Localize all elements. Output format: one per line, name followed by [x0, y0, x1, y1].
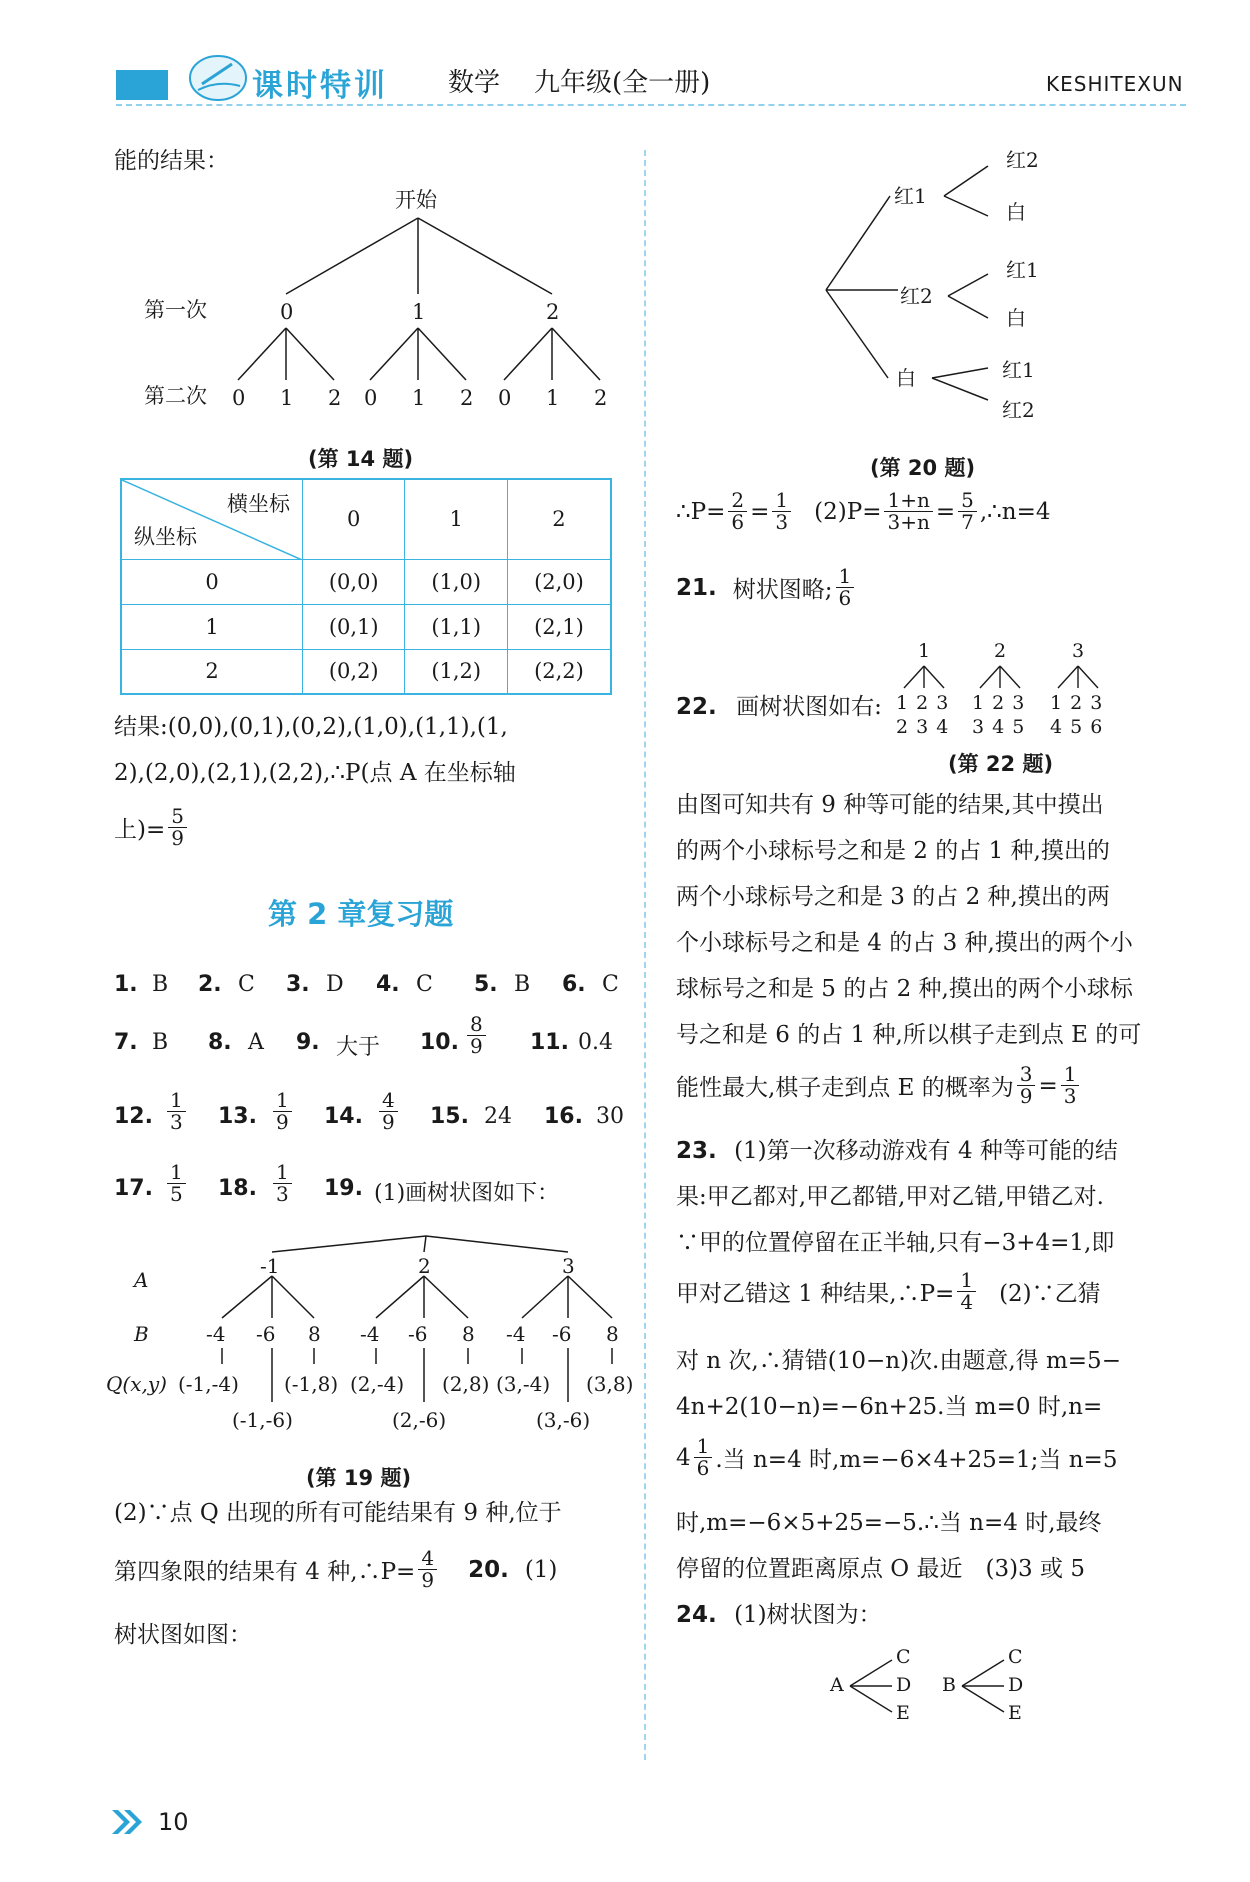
table-cell: (0,2): [303, 649, 405, 694]
q23-line-4: [676, 1270, 1101, 1313]
answer-fraction: $\frac{8}{9}$: [467, 1014, 486, 1057]
answer-value: C: [602, 972, 619, 997]
q20-tree-lines: [820, 142, 1070, 432]
q23-line: 时,m=−6×5+25=−5.∴当 n=4 时,最终: [676, 1510, 1102, 1536]
q20-num: 20.: [468, 1556, 509, 1583]
tree-leaf: 红1: [1006, 258, 1039, 282]
q-result: (3,-4): [496, 1372, 551, 1396]
table-row: [121, 604, 611, 649]
answer-num: 19.: [324, 1176, 363, 1201]
q24-leaf: E: [1008, 1702, 1022, 1724]
answer-num: 9.: [296, 1030, 320, 1055]
q22-root: 1: [918, 640, 931, 662]
table-row: [121, 559, 611, 604]
column-header: 1: [405, 479, 507, 559]
double-chevron-icon: [110, 1808, 144, 1836]
result-line-3: [114, 806, 190, 849]
q23-line: 果:甲乙都对,甲乙都错,甲对乙错,甲错乙对.: [676, 1184, 1104, 1210]
result-prefix: 上)=: [114, 817, 166, 843]
q-result: (2,-6): [392, 1408, 447, 1432]
answers-row-3: [114, 1090, 634, 1140]
q-result: (2,-4): [350, 1372, 405, 1396]
intro-text: 能的结果：: [114, 148, 229, 174]
q22-row2: 3 4 5: [972, 716, 1025, 738]
b-node: -4: [206, 1322, 226, 1346]
level2-node: 0: [364, 386, 378, 410]
q22-row1: 1 2 3: [896, 692, 949, 714]
table-cell: (1,2): [405, 649, 507, 694]
q19-tree-diagram: [106, 1232, 646, 1432]
q23-line: 停留的位置距离原点 O 最近 (3)3 或 5: [676, 1556, 1085, 1582]
label-a: A: [134, 1268, 149, 1292]
table-cell: (2,0): [507, 559, 611, 604]
q21-text: 树状图略;: [732, 577, 833, 603]
row2-label: 第二次: [144, 384, 207, 408]
answer-num: 13.: [218, 1104, 257, 1129]
label-q: Q(x,y): [106, 1372, 167, 1396]
q22-line: 的两个小球标号之和是 2 的占 1 种,摸出的: [676, 838, 1110, 864]
result-line-1: 结果:(0,0),(0,1),(0,2),(1,0),(1,1),(1,: [114, 714, 508, 740]
answer-value: 24: [484, 1104, 512, 1129]
answer-fraction: $\frac{1}{9}$: [273, 1090, 292, 1133]
answer-value: A: [248, 1030, 264, 1055]
q20-line2: 树状图如图：: [114, 1622, 252, 1648]
q22-row2: 2 3 4: [896, 716, 949, 738]
header-subject: 数学: [448, 68, 501, 98]
answer-value: C: [416, 972, 433, 997]
answer-fraction: $\frac{1}{3}$: [273, 1162, 292, 1205]
q22-root: 3: [1072, 640, 1085, 662]
b-node: 8: [308, 1322, 321, 1346]
q20-tree-diagram: [820, 142, 1070, 432]
table-cell: (2,1): [507, 604, 611, 649]
answer-num: 5.: [474, 972, 498, 997]
q21-fraction: $\frac{1}{6}$: [836, 566, 855, 609]
q22-tree-diagram: [888, 642, 1118, 742]
row-label: 1: [121, 604, 303, 649]
tree-leaf: 红2: [1006, 148, 1039, 172]
header-divider: [116, 104, 1186, 106]
q24-leaf: D: [1008, 1674, 1024, 1696]
table-cell: (2,2): [507, 649, 611, 694]
header-grade: 九年级(全一册): [534, 68, 711, 98]
q22-caption: (第 22 题): [948, 752, 1054, 776]
q-result: (2,8): [442, 1372, 490, 1396]
b-node: -4: [506, 1322, 526, 1346]
q20-fraction: $\frac{2}{6}$: [728, 490, 747, 533]
q20-answer-line: ∴P= $\frac{2}{6}$ = $\frac{1}{3}$ (2)P= $\frac{1+n}{3+n}$ = $\frac{5}{7}$ ,∴n=4: [676, 488, 1051, 534]
q-result: (-1,-4): [178, 1372, 239, 1396]
a-node: 3: [562, 1254, 575, 1278]
q24-num: 24.: [676, 1602, 717, 1628]
header-pinyin: KESHITEXUN: [1046, 72, 1184, 96]
tree-node: 红1: [894, 184, 927, 208]
answer-value: B: [152, 1030, 169, 1055]
level2-node: 2: [328, 386, 342, 410]
answer-fraction: $\frac{1}{5}$: [167, 1162, 186, 1205]
row-label: 2: [121, 649, 303, 694]
q24-text: (1)树状图为：: [734, 1602, 882, 1628]
q23-fraction: $\frac{1}{4}$: [957, 1270, 976, 1313]
tree-node: 白: [896, 366, 916, 390]
q22-num: 22.: [676, 694, 717, 720]
row1-label: 第一次: [144, 298, 207, 322]
answer-num: 7.: [114, 1030, 138, 1055]
brand-title: 课时特训: [252, 68, 388, 104]
level2-node: 2: [460, 386, 474, 410]
answer-num: 2.: [198, 972, 222, 997]
a-node: 2: [418, 1254, 431, 1278]
answer-num: 8.: [208, 1030, 232, 1055]
q20-fraction: $\frac{1}{3}$: [772, 490, 791, 533]
q23-text: (2)∵乙猜: [999, 1281, 1101, 1307]
answer-num: 4.: [376, 972, 400, 997]
column-divider: [644, 150, 646, 1760]
result-fraction: $\frac{5}{9}$: [168, 806, 187, 849]
level2-node: 0: [498, 386, 512, 410]
q23-text: (1)第一次移动游戏有 4 种等可能的结: [734, 1138, 1118, 1164]
answers-row-1: [114, 972, 634, 1002]
answer-num: 15.: [430, 1104, 469, 1129]
q21-line: [676, 566, 857, 609]
q22-root: 2: [994, 640, 1007, 662]
q19-fraction: $\frac{4}{9}$: [418, 1548, 437, 1591]
q23-line: 对 n 次,∴猜错(10−n)次.由题意,得 m=5−: [676, 1348, 1121, 1374]
answer-num: 17.: [114, 1176, 153, 1201]
tree-leaf: 红2: [1002, 398, 1035, 422]
b-node: 8: [606, 1322, 619, 1346]
tree-root: 开始: [395, 188, 437, 212]
q24-root: A: [830, 1674, 844, 1696]
q-result: (3,8): [586, 1372, 634, 1396]
tree-leaf: 红1: [1002, 358, 1035, 382]
row-label: 0: [121, 559, 303, 604]
answer-value: D: [326, 972, 344, 997]
tree-leaf: 白: [1006, 306, 1026, 330]
q23-fraction: $\frac{1}{6}$: [694, 1436, 713, 1479]
q24-leaf: C: [1008, 1646, 1023, 1668]
column-header: 2: [507, 479, 611, 559]
q22-row2: 4 5 6: [1050, 716, 1103, 738]
b-node: -6: [256, 1322, 276, 1346]
level2-node: 1: [412, 386, 426, 410]
b-node: -6: [552, 1322, 572, 1346]
q24-leaf: E: [896, 1702, 910, 1724]
q22-intro: [676, 696, 882, 719]
q20-fraction: $\frac{1+n}{3+n}$: [884, 490, 932, 533]
answers-row-4: [114, 1162, 634, 1212]
table-cell: (0,0): [303, 559, 405, 604]
tree-node: 红2: [900, 284, 933, 308]
table-corner-cell: [121, 479, 303, 559]
q23-text: 甲对乙错这 1 种结果,∴P=: [676, 1281, 955, 1307]
q23-line: 4n+2(10−n)=−6n+25.当 m=0 时,n=: [676, 1394, 1103, 1420]
q20-answer-end: ,∴n=4: [979, 498, 1051, 525]
footer: [110, 1806, 310, 1846]
a-node: -1: [260, 1254, 280, 1278]
answer-value: B: [514, 972, 531, 997]
b-node: -6: [408, 1322, 428, 1346]
level2-node: 1: [546, 386, 560, 410]
level1-node: 2: [546, 300, 560, 324]
q14-tree-diagram: [130, 188, 630, 418]
level1-node: 1: [412, 300, 426, 324]
q19-intro: (1)画树状图如下：: [374, 1181, 560, 1206]
q23-line: [676, 1140, 1118, 1163]
q22-last-text: 能性最大,棋子走到点 E 的概率为: [676, 1075, 1014, 1101]
q20-caption: (第 20 题): [870, 456, 976, 480]
q22-last-line: 能性最大,棋子走到点 E 的概率为 $\frac{3}{9}$ = $\frac{1}{3}$: [676, 1064, 1082, 1107]
header-bar: [0, 0, 1250, 110]
answer-value: 30: [596, 1104, 624, 1129]
q22-line: 由图可知共有 9 种等可能的结果,其中摸出: [676, 792, 1104, 818]
answer-value: B: [152, 972, 169, 997]
q19-part2-line1: (2)∵点 Q 出现的所有可能结果有 9 种,位于: [114, 1500, 562, 1526]
q22-text: 画树状图如右:: [736, 694, 882, 720]
tree-leaf: 白: [1006, 200, 1026, 224]
q20-part2-prefix: (2)P=: [814, 498, 882, 525]
level1-node: 0: [280, 300, 294, 324]
answer-num: 11.: [530, 1030, 569, 1055]
q20-answer-prefix: ∴P=: [676, 498, 726, 525]
answer-num: 14.: [324, 1104, 363, 1129]
q22-line: 个小球标号之和是 4 的占 3 种,摸出的两个小: [676, 930, 1133, 956]
b-node: 8: [462, 1322, 475, 1346]
q24-tree-diagram: [830, 1646, 1060, 1726]
q22-line: 球标号之和是 5 的占 2 种,摸出的两个小球标: [676, 976, 1133, 1002]
header-color-block: [116, 70, 168, 100]
answer-fraction: $\frac{4}{9}$: [379, 1090, 398, 1133]
level2-node: 0: [232, 386, 246, 410]
q19-part2-line2: [114, 1548, 557, 1591]
q23-text: .当 n=4 时,m=−6×4+25=1;当 n=5: [715, 1447, 1118, 1473]
answer-num: 10.: [420, 1030, 459, 1055]
q-result: (-1,8): [284, 1372, 339, 1396]
answers-row-2: [114, 1012, 634, 1076]
q-result: (3,-6): [536, 1408, 591, 1432]
table-cell: (1,1): [405, 604, 507, 649]
answer-num: 1.: [114, 972, 138, 997]
table-cell: (0,1): [303, 604, 405, 649]
q23-num: 23.: [676, 1138, 717, 1164]
q22-line: 两个小球标号之和是 3 的占 2 种,摸出的两: [676, 884, 1110, 910]
row-header-label: 纵坐标: [134, 524, 197, 549]
answer-value: C: [238, 972, 255, 997]
answer-num: 12.: [114, 1104, 153, 1129]
q14-coordinate-table: [120, 478, 612, 695]
q23-line: ∵甲的位置停留在正半轴,只有−3+4=1,即: [676, 1230, 1115, 1256]
answer-value: 0.4: [578, 1030, 613, 1055]
table-cell: (1,0): [405, 559, 507, 604]
answer-num: 6.: [562, 972, 586, 997]
answer-num: 16.: [544, 1104, 583, 1129]
q24-leaf: C: [896, 1646, 911, 1668]
b-node: -4: [360, 1322, 380, 1346]
q21-num: 21.: [676, 574, 717, 601]
q24-leaf: D: [896, 1674, 912, 1696]
answer-fraction: $\frac{1}{3}$: [167, 1090, 186, 1133]
q22-row1: 1 2 3: [1050, 692, 1103, 714]
label-b: B: [134, 1322, 149, 1346]
q24-root: B: [942, 1674, 956, 1696]
result-line-2: 2),(2,0),(2,1),(2,2),∴P(点 A 在坐标轴: [114, 760, 516, 786]
answer-num: 18.: [218, 1176, 257, 1201]
answer-num: 3.: [286, 972, 310, 997]
level2-node: 1: [280, 386, 294, 410]
q19-caption: (第 19 题): [306, 1466, 412, 1490]
q22-fraction: $\frac{1}{3}$: [1061, 1064, 1080, 1107]
q14-caption: (第 14 题): [308, 447, 414, 471]
answer-value: 大于: [336, 1035, 381, 1060]
page-number: 10: [158, 1808, 189, 1836]
header-logo: [188, 50, 418, 104]
chapter-title: 第 2 章复习题: [268, 897, 454, 931]
level2-node: 2: [594, 386, 608, 410]
q22-line: 号之和是 6 的占 1 种,所以棋子走到点 E 的可: [676, 1022, 1142, 1048]
q23-line-7: [676, 1436, 1117, 1479]
q-result: (-1,-6): [232, 1408, 293, 1432]
q20-part1: (1): [524, 1556, 558, 1583]
q24-line: [676, 1604, 882, 1627]
column-header: 0: [303, 479, 405, 559]
q22-fraction: $\frac{3}{9}$: [1017, 1064, 1036, 1107]
col-header-label: 横坐标: [227, 492, 290, 516]
q19-part2-text: 第四象限的结果有 4 种,∴P=: [114, 1559, 416, 1585]
q23-text: 4: [676, 1444, 691, 1471]
table-row: [121, 649, 611, 694]
q20-fraction: $\frac{5}{7}$: [958, 490, 977, 533]
q22-row1: 1 2 3: [972, 692, 1025, 714]
